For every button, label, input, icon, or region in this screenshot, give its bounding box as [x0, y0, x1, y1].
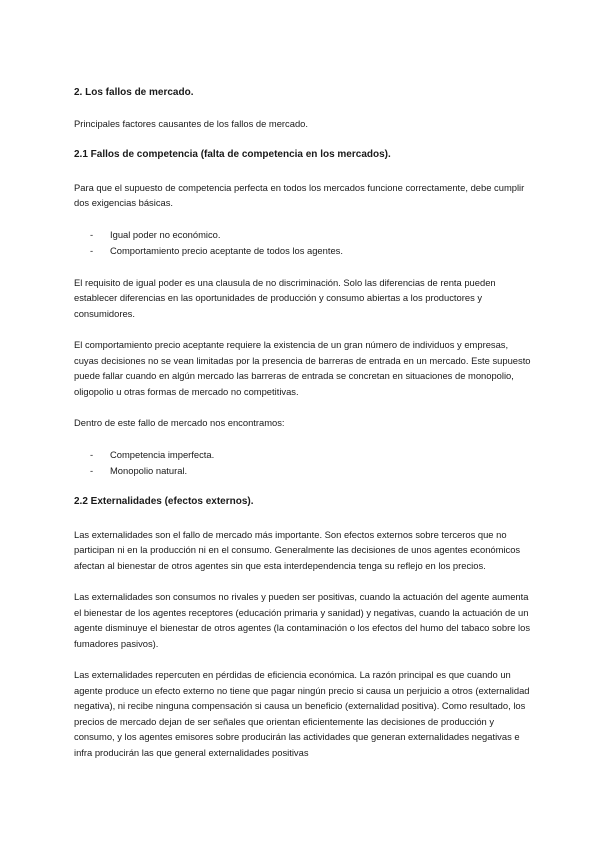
failure-types-list [74, 447, 534, 479]
paragraph-price-taker: El comportamiento precio aceptante requiere la existencia de un gran número de individuos y empresas, cuyas decisiones no se vean limitadas por la presencia de barreras de entrada en un mercado. Este supuesto puede fallar cuando en algún mercado las barreras de entrada se concretan en situaciones de monopolio, oligopolio u otras formas de mercado no competitivas. [74, 339, 531, 397]
list-item: - Competencia imperfecta. [74, 447, 534, 463]
list-item: - Igual poder no económico. [74, 227, 534, 243]
section-title: 2. Los fallos de mercado. [74, 87, 194, 98]
section-2-1-heading: 2.1 Fallos de competencia (falta de competencia en los mercados). [74, 148, 391, 160]
paragraph-within-failure: Dentro de este fallo de mercado nos encontramos: [74, 417, 285, 428]
list-item: - Monopolio natural. [74, 463, 534, 479]
paragraph-equal-power: El requisito de igual poder es una clausula de no discriminación. Solo las diferencias de renta pueden establecer diferencias en las oportunidades de producción y consumo abiertas a los productores y consumidores. [74, 276, 496, 319]
paragraph-requirements: Para que el supuesto de competencia perfecta en todos los mercados funcione correctamente, debe cumplir dos exigencias básicas. [74, 181, 525, 208]
requirements-list [74, 227, 534, 259]
section-2-2-heading: 2.2 Externalidades (efectos externos). [74, 495, 254, 507]
list-item: - Comportamiento precio aceptante de todos los agentes. [74, 243, 534, 259]
paragraph-externalities-definition: Las externalidades son el fallo de mercado más importante. Son efectos externos sobre terceros que no participan ni en la producción ni en el consumo. Generalmente las decisiones de unos agentes económicos afectan al bienestar de otros agentes sin que esta interdependencia tenga su reflejo en los precios. [74, 528, 521, 571]
document-page [74, 86, 534, 760]
paragraph-externalities-efficiency: Las externalidades repercuten en pérdidas de eficiencia económica. La razón principal es que cuando un agente produce un efecto externo no tiene que pagar ningún precio si causa un perjuicio a otros (externalidad negativa), ni recibe ninguna compensación si causa un beneficio (externalidad positiva). Como resultado, los precios de mercado dejan de ser señales que orientan eficientemente las decisiones de producción y consumo, y los agentes emisores sobre producirán las actividades que generan externalidades negativas e infra producirán las que general externalidades positivas [74, 669, 530, 758]
intro-paragraph: Principales factores causantes de los fallos de mercado. [74, 118, 308, 129]
paragraph-externalities-types: Las externalidades son consumos no rivales y pueden ser positivas, cuando la actuación del agente aumenta el bienestar de los agentes receptores (educación primaria y sanidad) y negativas, cuando la actuación de un agente disminuye el bienestar de otros agentes (la contaminación o los efectos del humo del tabaco sobre los fumadores pasivos). [74, 591, 531, 649]
